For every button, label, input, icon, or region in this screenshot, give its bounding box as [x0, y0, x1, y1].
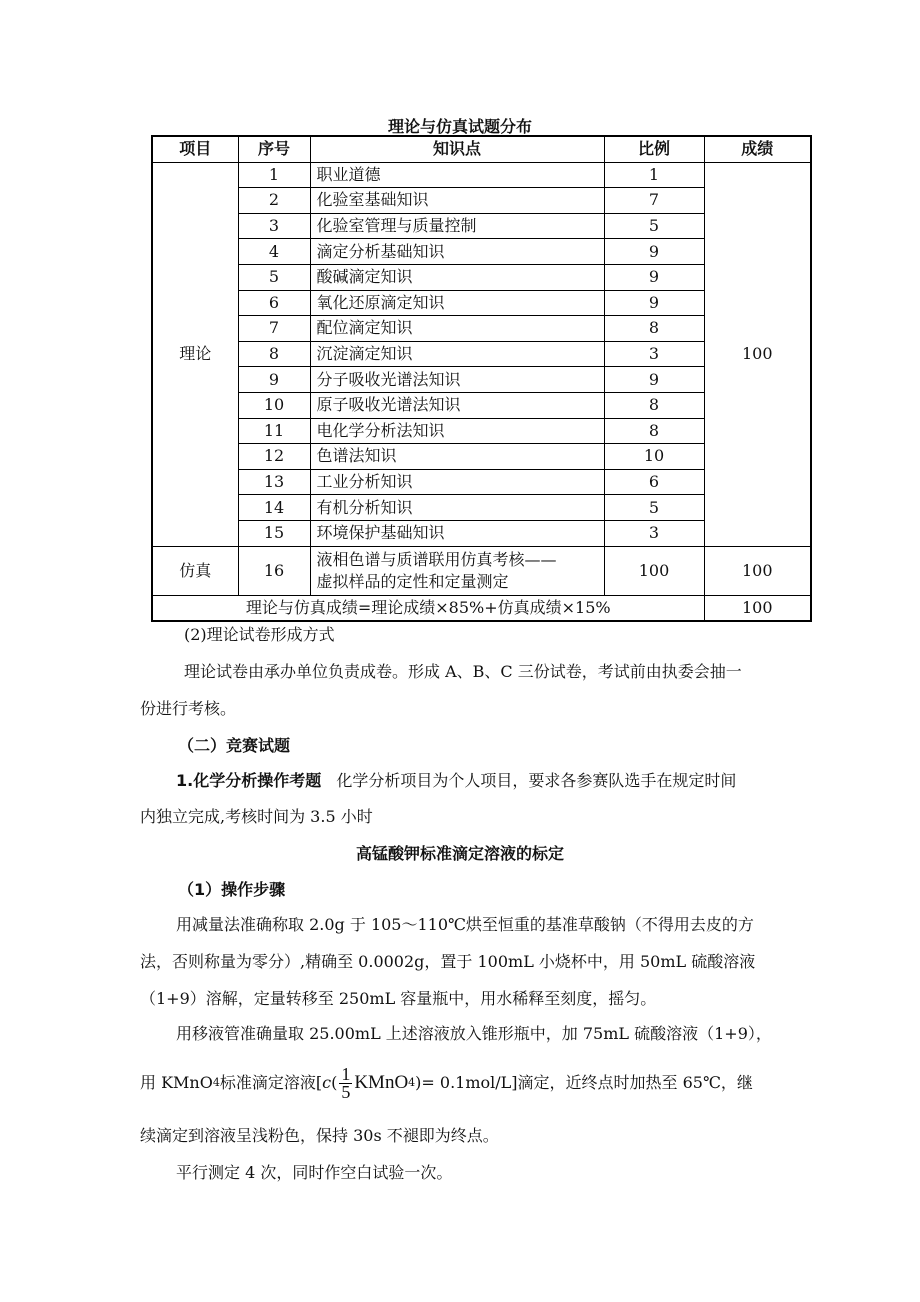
row-ratio: 9 — [604, 239, 704, 265]
formula-c: c — [322, 1073, 332, 1092]
subject-1-line1 — [176, 769, 736, 793]
header-no: 序号 — [238, 136, 310, 162]
row-no: 5 — [238, 264, 310, 290]
formula-score: 100 — [704, 595, 811, 621]
header-item: 项目 — [152, 136, 238, 162]
row-no: 12 — [238, 444, 310, 470]
fraction — [339, 1063, 352, 1102]
formula-sub-4: 4 — [212, 1076, 220, 1089]
row-no: 13 — [238, 469, 310, 495]
row-no: 8 — [238, 341, 310, 367]
row-ratio: 9 — [604, 264, 704, 290]
row-ratio: 3 — [604, 341, 704, 367]
row-topic: 沉淀滴定知识 — [310, 341, 604, 367]
theory-score: 100 — [704, 162, 811, 546]
row-ratio: 5 — [604, 495, 704, 521]
step-p1-line3: （1+9）溶解，定量转移至 250mL 容量瓶中，用水稀释至刻度，摇匀。 — [140, 989, 657, 1008]
fraction-numerator: 1 — [341, 1063, 351, 1084]
simulation-topic-line2: 虚拟样品的定性和定量测定 — [316, 571, 509, 591]
row-ratio: 9 — [604, 290, 704, 316]
formula-mid: 标准滴定溶液[ — [219, 1073, 323, 1092]
simulation-topic — [310, 546, 604, 595]
row-ratio: 8 — [604, 316, 704, 342]
row-no: 9 — [238, 367, 310, 393]
row-no: 3 — [238, 213, 310, 239]
step-p1-line2: 法，否则称量为零分）,精确至 0.0002g，置于 100mL 小烧杯中，用 50mL 硫酸溶液 — [140, 952, 756, 971]
row-topic: 环境保护基础知识 — [310, 520, 604, 546]
row-no: 14 — [238, 495, 310, 521]
section-2-text-1: 理论试卷由承办单位负责成卷。形成 A、B、C 三份试卷，考试前由执委会抽一 — [184, 662, 742, 681]
row-topic: 化验室基础知识 — [310, 188, 604, 214]
row-no: 11 — [238, 418, 310, 444]
row-topic: 酸碱滴定知识 — [310, 264, 604, 290]
simulation-row — [152, 546, 811, 595]
row-topic: 滴定分析基础知识 — [310, 239, 604, 265]
row-ratio: 8 — [604, 392, 704, 418]
simulation-score: 100 — [704, 546, 811, 595]
row-ratio: 3 — [604, 520, 704, 546]
distribution-table — [151, 135, 812, 622]
formula-kmno4-sub: 4 — [408, 1076, 416, 1089]
contest-heading: （二）竞赛试题 — [178, 736, 291, 755]
row-topic: 电化学分析法知识 — [310, 418, 604, 444]
row-ratio: 6 — [604, 469, 704, 495]
section-2-text-2: 份进行考核。 — [140, 699, 237, 718]
experiment-title: 高锰酸钾标准滴定溶液的标定 — [355, 844, 564, 863]
row-no: 15 — [238, 520, 310, 546]
row-topic: 分子吸收光谱法知识 — [310, 367, 604, 393]
step-p1-line1: 用减量法准确称取 2.0g 于 105～110℃烘至恒重的基准草酸钠（不得用去皮的方 — [176, 915, 754, 934]
step-p3: 平行测定 4 次，同时作空白试验一次。 — [176, 1163, 453, 1182]
theory-category: 理论 — [152, 162, 238, 546]
step-p2-line2 — [140, 1062, 753, 1104]
row-topic: 化验室管理与质量控制 — [310, 213, 604, 239]
formula-paren-open: ( — [331, 1073, 338, 1092]
row-topic: 色谱法知识 — [310, 444, 604, 470]
row-ratio: 7 — [604, 188, 704, 214]
step-p2-line1: 用移液管准确量取 25.00mL 上述溶液放入锥形瓶中，加 75mL 硫酸溶液（1+9）， — [176, 1024, 772, 1043]
table-title: 理论与仿真试题分布 — [387, 117, 532, 136]
formula-prefix: 用 KMnO — [140, 1073, 213, 1092]
fraction-denominator: 5 — [341, 1081, 351, 1102]
formula-paren-close: ) — [415, 1073, 422, 1092]
row-no: 6 — [238, 290, 310, 316]
row-ratio: 5 — [604, 213, 704, 239]
header-ratio: 比例 — [604, 136, 704, 162]
subject-1-title: 1.化学分析操作考题 — [176, 771, 322, 790]
row-topic: 原子吸收光谱法知识 — [310, 392, 604, 418]
header-topic: 知识点 — [310, 136, 604, 162]
simulation-no: 16 — [238, 546, 310, 595]
row-no: 4 — [238, 239, 310, 265]
formula-kmno4: KMnO — [354, 1072, 409, 1093]
row-ratio: 8 — [604, 418, 704, 444]
row-topic: 配位滴定知识 — [310, 316, 604, 342]
simulation-ratio: 100 — [604, 546, 704, 595]
row-ratio: 1 — [604, 162, 704, 188]
section-2-heading: (2)理论试卷形成方式 — [184, 625, 335, 644]
row-topic: 氧化还原滴定知识 — [310, 290, 604, 316]
subject-1-text2: 内独立完成,考核时间为 3.5 小时 — [140, 807, 373, 826]
formula-text: 理论与仿真成绩=理论成绩×85%+仿真成绩×15% — [152, 595, 704, 621]
row-no: 1 — [238, 162, 310, 188]
formula-row — [152, 595, 811, 621]
row-topic: 工业分析知识 — [310, 469, 604, 495]
row-topic: 职业道德 — [310, 162, 604, 188]
formula-suffix: = 0.1mol/L]滴定，近终点时加热至 65℃，继 — [421, 1073, 753, 1092]
subject-1-text1: 化学分析项目为个人项目，要求各参赛队选手在规定时间 — [336, 771, 737, 790]
row-ratio: 9 — [604, 367, 704, 393]
row-topic: 有机分析知识 — [310, 495, 604, 521]
row-no: 2 — [238, 188, 310, 214]
step-p2-line3: 续滴定到溶液呈浅粉色，保持 30s 不褪即为终点。 — [140, 1126, 499, 1145]
steps-heading: （1）操作步骤 — [178, 880, 286, 899]
table-header-row — [152, 136, 811, 162]
table-row — [152, 162, 811, 188]
row-no: 10 — [238, 392, 310, 418]
header-score: 成绩 — [704, 136, 811, 162]
simulation-topic-line1: 液相色谱与质谱联用仿真考核—— — [316, 549, 557, 569]
row-no: 7 — [238, 316, 310, 342]
simulation-category: 仿真 — [152, 546, 238, 595]
row-ratio: 10 — [604, 444, 704, 470]
